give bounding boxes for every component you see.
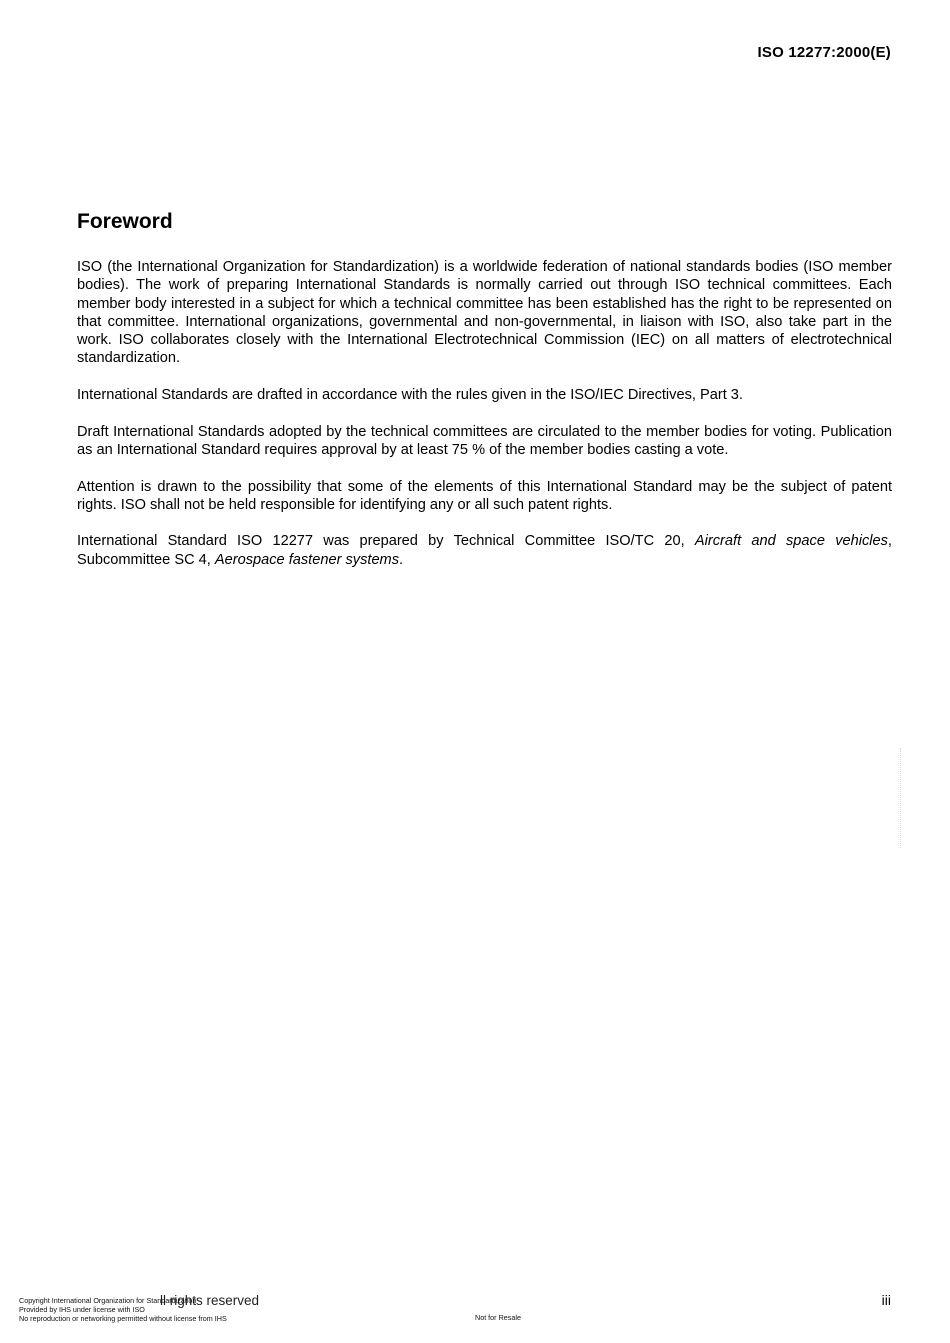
license-line-provider: Provided by IHS under license with ISO <box>19 1305 145 1314</box>
margin-scan-mark <box>900 748 902 848</box>
foreword-body <box>77 258 892 569</box>
subcommittee-title: Aerospace fastener systems <box>214 551 400 568</box>
license-notice <box>19 1296 227 1323</box>
resale-notice: Not for Resale <box>475 1313 521 1322</box>
rights-reserved-text: ll rights reserved <box>160 1293 260 1308</box>
license-line-reproduction: No reproduction or networking permitted without license from IHS <box>19 1314 227 1323</box>
page-number: iii <box>881 1292 891 1308</box>
paragraph-preparation <box>77 532 892 569</box>
paragraph-voting: Draft International Standards adopted by the technical committees are circulated to the member bodies for voting. Publication as an International Standard requires approval by at least 75 % of the member bodies casting a vote. <box>77 423 892 458</box>
committee-title: Aircraft and space vehicles <box>694 533 888 550</box>
document-identifier: ISO 12277:2000(E) <box>757 44 891 61</box>
preparation-text-suffix: . <box>399 551 404 568</box>
paragraph-directives: International Standards are drafted in accordance with the rules given in the ISO/IEC Directives, Part 3. <box>77 387 743 404</box>
preparation-text-middle: , Subcommittee SC 4, <box>77 533 892 568</box>
license-line-copyright: Copyright International Organization for Standardization <box>19 1296 197 1305</box>
page-title: Foreword <box>77 210 173 233</box>
preparation-text-prefix: International Standard ISO 12277 was prepared by Technical Committee ISO/TC 20, <box>77 533 695 550</box>
paragraph-patent-rights: Attention is drawn to the possibility that some of the elements of this International Standard may be the subject of patent rights. ISO shall not be held responsible for identifying any or all such patent rights. <box>77 478 892 513</box>
paragraph-iso-overview: ISO (the International Organization for Standardization) is a worldwide federation of national standards bodies (ISO member bodies). The work of preparing International Standards is normally carried out through ISO technical committees. Each member body interested in a subject for which a technical committee has been established has the right to be represented on that committee. International organizations, governmental and non-governmental, in liaison with ISO, also take part in the work. ISO collaborates closely with the International Electrotechnical Commission (IEC) on all matters of electrotechnical standardization. <box>77 259 892 367</box>
